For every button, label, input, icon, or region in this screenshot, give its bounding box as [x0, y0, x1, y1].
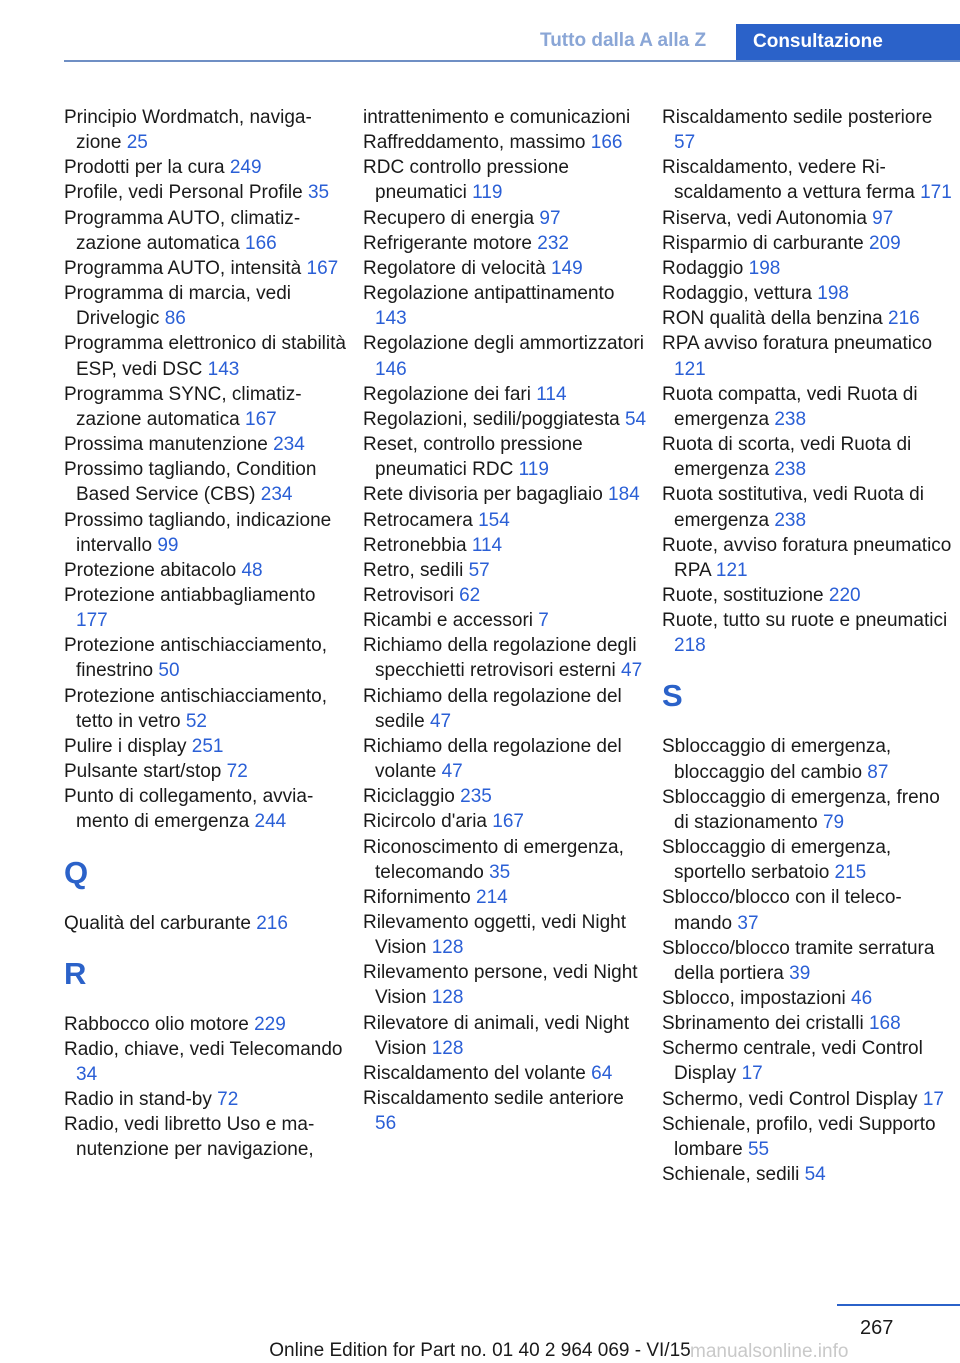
index-entry [64, 331, 349, 381]
index-entry [662, 608, 952, 658]
index-entry-text: Ricambi e accessori [363, 610, 533, 632]
index-entry-text: Recupero di energia [363, 207, 535, 229]
index-page-link[interactable]: 79 [822, 811, 845, 833]
index-entry [64, 432, 349, 457]
index-entry-text: Raffreddamento, massimo [363, 132, 586, 154]
index-entry [662, 1036, 952, 1086]
index-entry [64, 784, 349, 834]
index-entry [662, 482, 952, 532]
index-entry-text: Radio, chiave, vedi Telecomando [64, 1038, 343, 1060]
index-entry [64, 1037, 349, 1087]
index-entry [363, 1086, 648, 1136]
index-entry [662, 231, 952, 256]
index-page-link[interactable]: 72 [226, 761, 248, 783]
index-page-link[interactable]: 97 [539, 207, 561, 229]
index-page-link[interactable]: 229 [254, 1013, 286, 1035]
index-entry-text: Punto di collegamento, avviamento di emergenza [64, 786, 314, 833]
index-entry-text: Schienale, sedili [662, 1164, 800, 1186]
index-entry-text: Sblocco/blocco tramite serratura della portiera [662, 937, 935, 984]
index-page-link[interactable]: 121 [674, 358, 706, 380]
index-entry [662, 785, 952, 835]
index-page-link[interactable]: 54 [624, 408, 647, 430]
index-page-link[interactable]: 177 [76, 610, 108, 632]
header-divider [64, 60, 960, 62]
index-entry-text: Pulsante start/stop [64, 761, 222, 783]
index-page-link[interactable]: 235 [460, 786, 492, 808]
index-page-link[interactable]: 39 [789, 962, 811, 984]
index-entry-text: Ruote, tutto su ruote e pneumatici [662, 610, 948, 632]
index-page-link[interactable]: 114 [536, 383, 567, 405]
index-entry [363, 432, 648, 482]
index-entry-text: Richiamo della regolazione del sedile [363, 685, 622, 732]
index-page-link[interactable]: 154 [478, 509, 510, 531]
index-page-link[interactable]: 249 [229, 157, 262, 179]
header-chapter-tab: Consultazione [736, 24, 960, 62]
index-entry-text: Prossimo tagliando, Condition Based Service (CBS) [64, 459, 317, 506]
index-entry-text: Ruote, sostituzione [662, 584, 824, 606]
index-entry-text: Retrocamera [363, 509, 473, 531]
index-page-link[interactable]: 128 [431, 1037, 464, 1059]
index-entry [363, 1011, 648, 1061]
index-page-link[interactable]: 209 [868, 232, 901, 254]
index-entry [662, 382, 952, 432]
index-entry [662, 1162, 952, 1187]
index-entry-text: Prossimo tagliando, indicazione intervallo [64, 509, 332, 556]
index-entry [363, 407, 648, 432]
index-entry-text: RON qualità della benzina [662, 308, 883, 330]
index-page-link[interactable]: 37 [737, 912, 759, 934]
index-entry [662, 206, 952, 231]
index-entry [662, 1011, 952, 1036]
index-page-link[interactable]: 56 [375, 1113, 397, 1135]
index-entry-text: Programma elettronico di stabilità ESP, vedi DSC [64, 333, 346, 380]
index-entry [662, 256, 952, 281]
index-page-link[interactable]: 47 [429, 710, 452, 732]
index-page-link[interactable]: 171 [920, 182, 952, 204]
index-page-link[interactable]: 232 [537, 232, 569, 254]
index-entry-text: Pulire i display [64, 735, 187, 757]
index-entry-text: Rilevamento persone, vedi Night Vision [363, 962, 638, 1009]
index-page-link[interactable]: 47 [441, 761, 463, 783]
index-entry [64, 256, 349, 281]
index-page-link[interactable]: 119 [472, 182, 503, 204]
index-entry [662, 986, 952, 1011]
index-page-link[interactable]: 119 [518, 459, 549, 481]
index-entry [662, 734, 952, 784]
index-entry [64, 633, 349, 683]
index-entry-text: Ricircolo d'aria [363, 811, 488, 833]
index-entry-text: Riciclaggio [363, 786, 455, 808]
index-page-link[interactable]: 238 [774, 509, 807, 531]
index-entry [662, 533, 952, 583]
index-page-link[interactable]: 149 [551, 257, 583, 279]
index-page-link[interactable]: 198 [817, 283, 849, 305]
index-entry [363, 684, 648, 734]
index-letter-heading: R [64, 955, 87, 991]
index-entry-text: Regolazioni, sedili/poggiatesta [363, 408, 620, 430]
index-page-link[interactable]: 167 [492, 811, 524, 833]
index-entry-text: Richiamo della regolazione degli specchietti retrovisori esterni [363, 635, 637, 682]
index-entry-text: Riconoscimento di emergenza, telecomando [363, 836, 624, 883]
index-entry [64, 1112, 349, 1162]
index-entry-text: RDC controllo pressione pneumatici [363, 157, 569, 204]
index-entry [662, 835, 952, 885]
index-entry [363, 231, 648, 256]
index-entry-text: Principio Wordmatch, navigazione [64, 107, 312, 154]
index-page-link[interactable]: 238 [774, 408, 807, 430]
index-entry-text: Sbloccaggio di emergenza, sportello serbatoio [662, 837, 892, 884]
index-entry-text: Retro, sedili [363, 559, 464, 581]
index-page-link[interactable]: 166 [590, 132, 623, 154]
index-page-link[interactable]: 184 [608, 484, 640, 506]
index-entry-text: RPA avviso foratura pneumatico [662, 333, 933, 355]
index-page-link[interactable]: 50 [158, 660, 180, 682]
index-entry [363, 508, 648, 533]
index-entry-text: Schienale, profilo, vedi Supporto lombare [662, 1113, 936, 1160]
index-entry [363, 281, 648, 331]
index-entry-text: Schermo centrale, vedi Control Display [662, 1038, 923, 1085]
index-page-link[interactable]: 114 [471, 534, 503, 556]
index-page-link[interactable]: 143 [207, 358, 240, 380]
index-page-link[interactable]: 64 [591, 1062, 613, 1084]
index-entry-text: Ruota di scorta, vedi Ruota di emergenza [662, 434, 912, 481]
index-page-link[interactable]: 34 [76, 1064, 98, 1085]
index-entry [363, 130, 648, 155]
index-page-link[interactable]: 17 [741, 1063, 763, 1085]
index-entry-text: Sbrinamento dei cristalli [662, 1013, 864, 1035]
index-column-1 [64, 105, 349, 1163]
index-entry [64, 508, 349, 558]
index-entry [363, 910, 648, 960]
index-entry-text: Ruota compatta, vedi Ruota di emergenza [662, 383, 918, 430]
index-entry [662, 432, 952, 482]
page-number: 267 [860, 1317, 894, 1339]
index-page-link[interactable]: 244 [254, 811, 287, 833]
index-entry-text: Sblocco/blocco con il telecomando [662, 887, 902, 934]
index-page-link[interactable]: 99 [157, 534, 179, 556]
index-entry [363, 583, 648, 608]
index-page-link[interactable]: 55 [747, 1138, 770, 1160]
index-entry-text: Retrovisori [363, 584, 454, 606]
index-entry [64, 281, 349, 331]
index-entry-text: Programma AUTO, intensità [64, 257, 302, 279]
index-column-2 [363, 105, 648, 1136]
index-entry [64, 457, 349, 507]
index-entry [64, 382, 349, 432]
index-entry-text: Programma SYNC, climatizzazione automatica [64, 383, 302, 430]
index-entry-text: Richiamo della regolazione del volante [363, 735, 622, 783]
index-entry [662, 936, 952, 986]
index-entry-text: Protezione antischiacciamento, finestrino [64, 635, 327, 682]
index-entry-text: Rifornimento [363, 886, 471, 908]
index-entry [363, 633, 648, 683]
index-entry [363, 734, 648, 784]
index-entry [662, 105, 952, 155]
index-entry-text: Protezione antischiacciamento, tetto in vetro [64, 685, 327, 732]
index-entry-text: Regolazione antipattinamento [363, 283, 615, 305]
index-page-link[interactable]: 216 [256, 912, 288, 934]
index-entry [363, 1061, 648, 1086]
index-entry [64, 180, 349, 205]
index-entry [363, 784, 648, 809]
index-entry [64, 759, 349, 784]
index-page-link[interactable]: 7 [538, 610, 549, 632]
index-entry [363, 558, 648, 583]
index-entry [662, 331, 952, 381]
index-page-link[interactable]: 166 [245, 232, 277, 254]
index-entry [363, 382, 648, 407]
index-page-link[interactable]: 47 [621, 660, 643, 682]
index-entry-text: Programma di marcia, vedi Drivelogic [64, 283, 292, 330]
index-entry [363, 256, 648, 281]
index-page-link[interactable]: 251 [191, 735, 224, 757]
index-entry-text: Radio, vedi libretto Uso e manutenzione per navigazione, [64, 1114, 315, 1161]
index-entry-text: Sbloccaggio di emergenza, bloccaggio del cambio [662, 736, 892, 783]
edition-text: Online Edition for Part no. 01 40 2 964 069 - VI/15 [269, 1340, 691, 1361]
index-entry-text: Rete divisoria per bagagliaio [363, 484, 603, 506]
index-entry-text: Profile, vedi Personal Profile [64, 182, 303, 204]
header-section-title: Tutto dalla A alla Z [540, 30, 707, 51]
index-page-link[interactable]: 62 [459, 584, 481, 606]
index-page-link[interactable]: 198 [748, 257, 781, 279]
index-entry [363, 155, 648, 205]
index-entry [64, 684, 349, 734]
index-letter-heading: Q [64, 854, 89, 890]
index-entry-text: Schermo, vedi Control Display [662, 1088, 918, 1110]
index-page-link[interactable]: 35 [307, 182, 330, 204]
index-entry-text: Riscaldamento del volante [363, 1062, 586, 1084]
index-entry-text: Reset, controllo pressione pneumatici RDC [363, 434, 583, 481]
index-entry [64, 1087, 349, 1112]
index-page-link[interactable]: 97 [872, 207, 894, 229]
index-entry [64, 155, 349, 180]
index-page-link[interactable]: 234 [260, 484, 293, 506]
index-page-link[interactable]: 17 [922, 1088, 944, 1110]
index-entry-text: Rilevamento oggetti, vedi Night Vision [363, 912, 626, 959]
index-page-link[interactable]: 218 [674, 635, 706, 657]
index-entry [64, 583, 349, 633]
index-page-link[interactable]: 121 [715, 559, 748, 581]
index-entry-text: Regolazione degli ammortizzatori [363, 333, 644, 355]
index-page-link[interactable]: 57 [468, 559, 490, 581]
index-entry-text: Riscaldamento sedile posteriore [662, 107, 933, 128]
index-page-link[interactable]: 216 [888, 308, 920, 330]
index-entry [662, 885, 952, 935]
index-entry-text: Protezione abitacolo [64, 559, 237, 581]
index-page-link[interactable]: 54 [804, 1164, 826, 1186]
index-page-link[interactable]: 46 [851, 988, 873, 1009]
index-entry [363, 533, 648, 558]
index-entry-text: Prodotti per la cura [64, 157, 225, 179]
index-entry [662, 281, 952, 306]
index-entry [363, 835, 648, 885]
index-entry-text: Riserva, vedi Autonomia [662, 207, 867, 229]
index-entry [363, 105, 648, 130]
index-entry-text: Sbloccaggio di emergenza, freno di stazionamento [662, 786, 940, 833]
index-entry [662, 306, 952, 331]
index-entry-text: Protezione antiabbagliamento [64, 584, 316, 606]
index-entry-text: Riscaldamento sedile anteriore [363, 1088, 624, 1110]
index-entry-text: Ruota sostitutiva, vedi Ruota di emergenza [662, 484, 924, 531]
index-page-link[interactable]: 86 [164, 308, 186, 330]
index-page-link[interactable]: 238 [774, 459, 807, 481]
index-entry [64, 558, 349, 583]
index-entry [662, 1112, 952, 1162]
index-page-link[interactable]: 35 [489, 861, 511, 883]
index-page-link[interactable]: 128 [431, 937, 464, 959]
index-entry-text: Rabbocco olio motore [64, 1013, 249, 1035]
index-entry [363, 482, 648, 507]
index-entry-text: Regolatore di velocità [363, 257, 546, 279]
index-entry [64, 734, 349, 759]
index-column-3 [662, 105, 952, 1187]
index-entry [363, 809, 648, 834]
index-entry [662, 1087, 952, 1112]
index-page-link[interactable]: 214 [476, 886, 508, 908]
index-letter-heading: S [662, 678, 683, 714]
index-entry [363, 885, 648, 910]
watermark: manualsonline.info [690, 1341, 849, 1362]
index-page-link[interactable]: 57 [674, 132, 696, 154]
index-entry [662, 155, 952, 205]
index-page-link[interactable]: 167 [306, 257, 339, 279]
index-entry-text: Regolazione dei fari [363, 383, 531, 405]
index-entry-text: Retronebbia [363, 534, 467, 556]
index-entry-text: Rodaggio [662, 257, 744, 279]
index-entry-text: intrattenimento e comunicazioni [363, 107, 631, 128]
index-entry [363, 960, 648, 1010]
index-entry-text: Sblocco, impostazioni [662, 988, 846, 1009]
index-page-link[interactable]: 168 [868, 1013, 901, 1035]
index-entry [363, 206, 648, 231]
index-page-link[interactable]: 234 [273, 434, 305, 456]
index-page-link[interactable]: 128 [431, 987, 464, 1009]
index-entry [64, 206, 349, 256]
index-page-link[interactable]: 48 [241, 559, 263, 581]
index-entry-text: Programma AUTO, climatizzazione automatica [64, 207, 301, 254]
index-entry-text: Rilevatore di animali, vedi Night Vision [363, 1012, 630, 1059]
index-page-link[interactable]: 25 [126, 132, 148, 154]
index-entry-text: Prossima manutenzione [64, 434, 268, 456]
index-entry-text: Qualità del carburante [64, 912, 251, 934]
index-page-link[interactable]: 167 [245, 408, 277, 430]
index-page-link[interactable]: 146 [375, 358, 407, 380]
index-entry-text: Ruote, avviso foratura pneumatico RPA [662, 534, 952, 581]
index-page-link[interactable]: 215 [834, 862, 867, 884]
index-page-link[interactable]: 87 [867, 761, 889, 783]
index-entry-text: Refrigerante motore [363, 232, 532, 254]
index-entry [363, 608, 648, 633]
index-entry [64, 911, 349, 936]
index-page-link[interactable]: 143 [375, 308, 407, 330]
index-entry-text: Rodaggio, vettura [662, 283, 812, 305]
index-entry [64, 105, 349, 155]
footer-divider [837, 1304, 960, 1306]
index-entry-text: Riscaldamento, vedere Riscaldamento a vettura ferma [662, 157, 915, 204]
index-entry [662, 583, 952, 608]
index-entry-text: Risparmio di carburante [662, 232, 864, 254]
index-entry [64, 1012, 349, 1037]
index-page-link[interactable]: 220 [828, 584, 861, 606]
index-page-link[interactable]: 52 [185, 710, 207, 732]
index-entry-text: Radio in stand-by [64, 1089, 212, 1111]
index-page-link[interactable]: 72 [217, 1089, 239, 1111]
index-entry [363, 331, 648, 381]
